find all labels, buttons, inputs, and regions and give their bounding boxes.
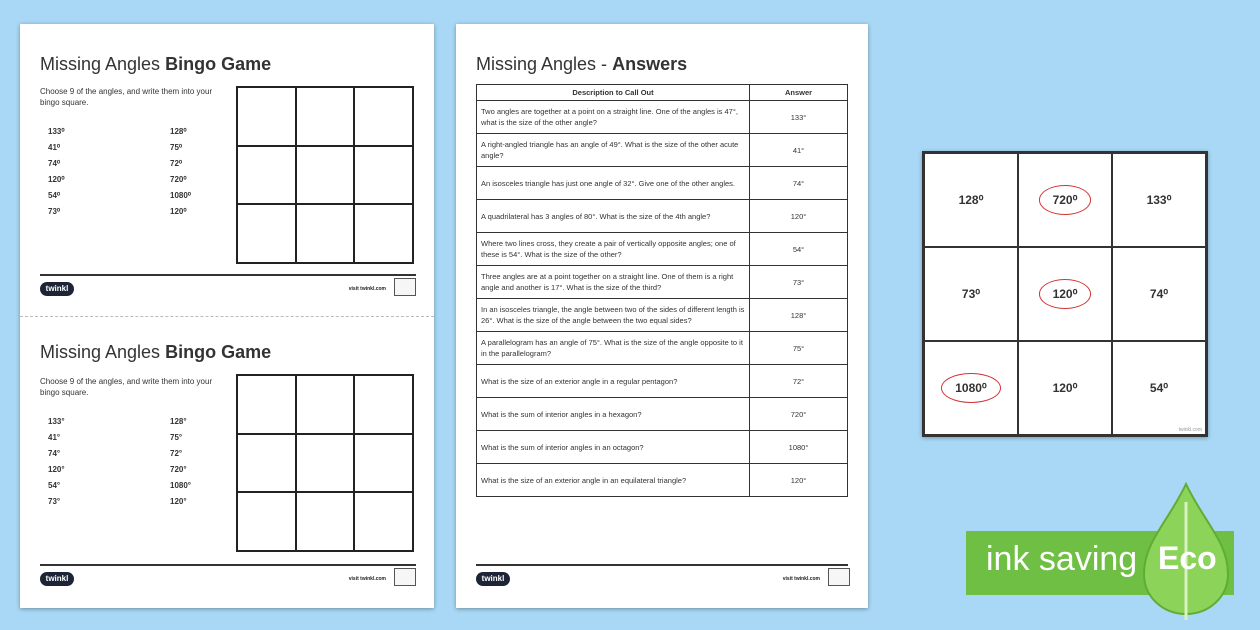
question-cell: What is the size of an exterior angle in a regular pentagon? xyxy=(477,365,750,398)
card-value: 1080⁰ xyxy=(941,373,1001,403)
angle-item: 73° xyxy=(48,497,61,506)
table-row xyxy=(477,233,848,266)
stamp-icon xyxy=(394,278,416,296)
grid-cell xyxy=(237,434,296,493)
visit-link: visit twinkl.com xyxy=(348,576,386,582)
grid-cell xyxy=(354,375,413,434)
answer-cell: 120° xyxy=(750,464,848,497)
table-row xyxy=(477,101,848,134)
angle-item: 128° xyxy=(170,417,187,426)
answer-cell: 73° xyxy=(750,266,848,299)
visit-link: visit twinkl.com xyxy=(348,286,386,292)
question-cell: Where two lines cross, they create a pair of vertically opposite angles; one of these is 54°. What is the size of the other? xyxy=(477,233,750,266)
ink-saving-label: ink saving xyxy=(986,540,1138,578)
answer-cell: 720° xyxy=(750,398,848,431)
card-cell xyxy=(1112,341,1206,435)
answers-title: Missing Angles - Answers xyxy=(476,54,688,74)
question-cell: A parallelogram has an angle of 75°. What is the size of the angle opposite to it in the parallelogram? xyxy=(477,332,750,365)
card-cell xyxy=(924,247,1018,341)
card-value: 120⁰ xyxy=(1052,381,1078,395)
angle-item: 41° xyxy=(48,433,61,442)
answer-cell: 133° xyxy=(750,101,848,134)
table-row xyxy=(477,332,848,365)
bingo-instructions: Choose 9 of the angles, and write them into your bingo square. xyxy=(40,377,213,397)
question-cell: What is the sum of interior angles in a hexagon? xyxy=(477,398,750,431)
card-brand: twinkl.com xyxy=(1178,427,1202,433)
question-cell: Two angles are together at a point on a straight line. One of the angles is 47°, what is the size of the other angle? xyxy=(477,101,750,134)
card-value: 74⁰ xyxy=(1149,287,1169,301)
grid-cell xyxy=(296,492,355,551)
angle-item: 72° xyxy=(170,449,183,458)
circled-card-cell xyxy=(1018,247,1112,341)
angle-item: 133° xyxy=(48,417,65,426)
card-value: 128⁰ xyxy=(958,193,984,207)
footer-divider xyxy=(40,564,416,566)
twinkl-logo: twinkl xyxy=(476,572,510,586)
grid-cell xyxy=(354,87,413,146)
stamp-icon xyxy=(394,568,416,586)
table-row xyxy=(477,464,848,497)
eco-label: Eco xyxy=(1158,540,1217,576)
table-row xyxy=(477,299,848,332)
bingo-title: Missing Angles Bingo Game xyxy=(40,54,272,74)
card-cell xyxy=(1112,153,1206,247)
angle-item: 73⁰ xyxy=(48,207,61,216)
grid-cell xyxy=(296,146,355,205)
question-cell: Three angles are at a point together on a straight line. One of them is a right angle and another is 17°. What is the size of the third? xyxy=(477,266,750,299)
grid-cell xyxy=(237,87,296,146)
card-value: 720⁰ xyxy=(1039,185,1092,215)
card-cell xyxy=(924,153,1018,247)
grid-cell xyxy=(296,434,355,493)
angle-item: 54° xyxy=(48,481,61,490)
filled-bingo-card xyxy=(922,151,1208,437)
answers-table xyxy=(476,84,848,497)
twinkl-logo: twinkl xyxy=(40,572,74,586)
grid-cell xyxy=(354,204,413,263)
bingo-title: Missing Angles Bingo Game xyxy=(40,342,272,362)
grid-cell xyxy=(237,146,296,205)
twinkl-logo: twinkl xyxy=(40,282,74,296)
blank-bingo-grid xyxy=(236,86,414,264)
answer-header: Answer xyxy=(750,85,848,101)
table-header-row xyxy=(477,85,848,101)
answer-cell: 75° xyxy=(750,332,848,365)
bingo-instructions: Choose 9 of the angles, and write them into your bingo square. xyxy=(40,87,213,107)
grid-cell xyxy=(237,204,296,263)
card-value: 54⁰ xyxy=(1149,381,1169,395)
angle-list xyxy=(48,126,192,218)
grid-cell xyxy=(296,204,355,263)
grid-cell xyxy=(296,87,355,146)
card-cell xyxy=(1112,247,1206,341)
description-header: Description to Call Out xyxy=(477,85,750,101)
grid-cell xyxy=(296,375,355,434)
visit-link: visit twinkl.com xyxy=(782,576,820,582)
angle-item: 75⁰ xyxy=(170,143,183,152)
question-cell: What is the sum of interior angles in an octagon? xyxy=(477,431,750,464)
grid-cell xyxy=(237,375,296,434)
question-cell: A right-angled triangle has an angle of 49°. What is the size of the other acute angle? xyxy=(477,134,750,167)
angle-item: 75° xyxy=(170,433,183,442)
answer-cell: 1080° xyxy=(750,431,848,464)
angle-list xyxy=(48,416,191,508)
bingo-half-top xyxy=(20,24,434,316)
circled-card-cell xyxy=(1018,153,1112,247)
answer-cell: 128° xyxy=(750,299,848,332)
table-row xyxy=(477,398,848,431)
table-row xyxy=(477,431,848,464)
table-row xyxy=(477,266,848,299)
question-cell: An isosceles triangle has just one angle of 32°. Give one of the other angles. xyxy=(477,167,750,200)
grid-cell xyxy=(354,146,413,205)
angle-item: 128⁰ xyxy=(170,127,187,136)
answer-cell: 74° xyxy=(750,167,848,200)
answers-sheet xyxy=(456,24,868,608)
table-row xyxy=(477,200,848,233)
card-value: 120⁰ xyxy=(1039,279,1092,309)
question-cell: What is the size of an exterior angle in an equilateral triangle? xyxy=(477,464,750,497)
grid-cell xyxy=(237,492,296,551)
answer-cell: 120° xyxy=(750,200,848,233)
angle-item: 133⁰ xyxy=(48,127,65,136)
angle-item: 41⁰ xyxy=(48,143,61,152)
card-value: 133⁰ xyxy=(1146,193,1172,207)
angle-item: 1080° xyxy=(170,481,191,490)
card-value: 73⁰ xyxy=(961,287,981,301)
answer-cell: 72° xyxy=(750,365,848,398)
card-cell xyxy=(1018,341,1112,435)
bingo-sheet xyxy=(20,24,434,608)
footer-divider xyxy=(476,564,848,566)
answer-cell: 41° xyxy=(750,134,848,167)
bingo-half-bottom xyxy=(20,316,434,608)
stamp-icon xyxy=(828,568,850,586)
footer-divider xyxy=(40,274,416,276)
angle-item: 720° xyxy=(170,465,187,474)
question-cell: A quadrilateral has 3 angles of 80°. What is the size of the 4th angle? xyxy=(477,200,750,233)
angle-item: 54⁰ xyxy=(48,191,61,200)
table-row xyxy=(477,167,848,200)
angle-item: 120⁰ xyxy=(48,175,65,184)
answer-cell: 54° xyxy=(750,233,848,266)
table-row xyxy=(477,134,848,167)
angle-item: 74° xyxy=(48,449,61,458)
angle-item: 120⁰ xyxy=(170,207,187,216)
angle-item: 1080⁰ xyxy=(170,191,192,200)
angle-item: 720⁰ xyxy=(170,175,187,184)
angle-item: 74⁰ xyxy=(48,159,61,168)
grid-cell xyxy=(354,434,413,493)
table-row xyxy=(477,365,848,398)
angle-item: 120° xyxy=(48,465,65,474)
grid-cell xyxy=(354,492,413,551)
blank-bingo-grid xyxy=(236,374,414,552)
angle-item: 120° xyxy=(170,497,187,506)
question-cell: In an isosceles triangle, the angle between two of the sides of different length is 26°. What is the size of the angle between the two equal sides? xyxy=(477,299,750,332)
angle-item: 72⁰ xyxy=(170,159,183,168)
circled-card-cell xyxy=(924,341,1018,435)
